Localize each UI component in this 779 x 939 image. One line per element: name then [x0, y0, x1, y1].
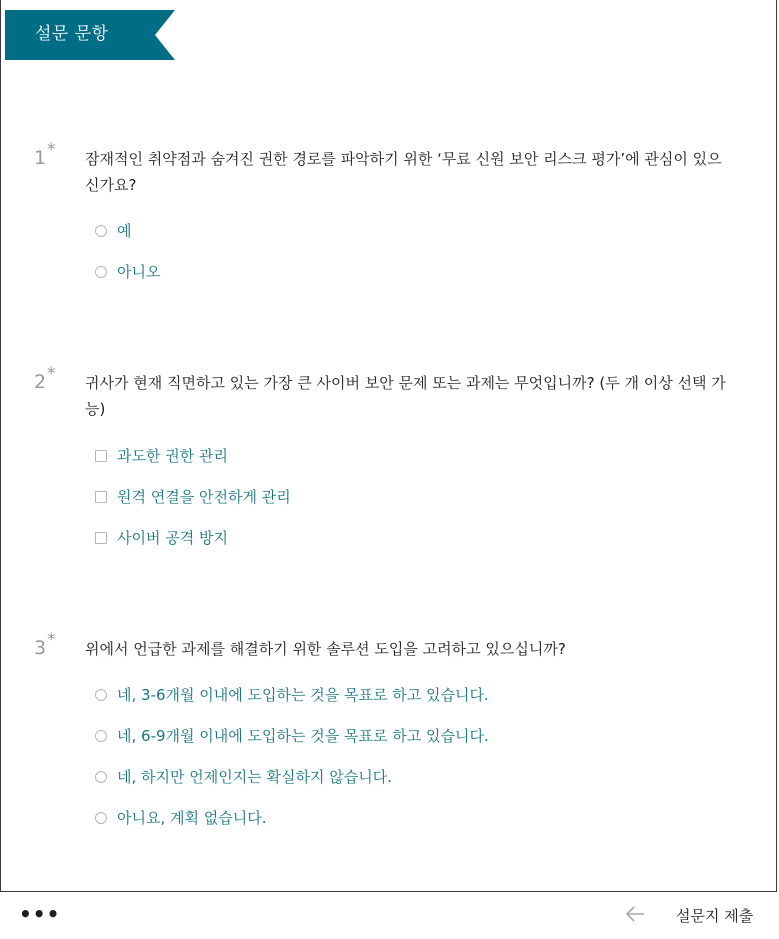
radio-button[interactable] [95, 225, 107, 237]
radio-option-yes[interactable] [95, 221, 160, 262]
required-mark: * [47, 140, 56, 160]
radio-button[interactable] [95, 730, 107, 742]
option-label: 네, 하지만 언제인지는 확실하지 않습니다. [117, 768, 392, 786]
section-title: 설문 문항 [35, 24, 109, 44]
radio-button[interactable] [95, 266, 107, 278]
question-number: 3 [34, 637, 47, 659]
question-number: 2 [34, 371, 47, 393]
option-label: 네, 3-6개월 이내에 도입하는 것을 목표로 하고 있습니다. [117, 686, 489, 704]
options-list [95, 221, 160, 303]
radio-option-no[interactable] [95, 262, 160, 303]
option-label: 원격 연결을 안전하게 관리 [117, 488, 291, 506]
radio-button[interactable] [95, 812, 107, 824]
option-label: 예 [117, 222, 132, 240]
radio-option-unsure[interactable] [95, 767, 489, 808]
radio-button[interactable] [95, 771, 107, 783]
options-list [95, 685, 489, 849]
checkbox[interactable] [95, 491, 107, 503]
checkbox[interactable] [95, 450, 107, 462]
footer-bar [0, 892, 779, 939]
question-text: 잠재적인 취약점과 숨겨진 권한 경로를 파악하기 위한 ‘무료 신원 보안 리스크 평가’에 관심이 있으신가요? [85, 150, 722, 194]
radio-option-6-9-months[interactable] [95, 726, 489, 767]
required-mark: * [47, 364, 56, 384]
options-list [95, 446, 291, 569]
required-mark: * [47, 630, 56, 650]
option-label: 과도한 권한 관리 [117, 447, 228, 465]
checkbox[interactable] [95, 532, 107, 544]
arrow-left-icon[interactable] [625, 906, 645, 922]
section-ribbon [5, 10, 175, 60]
submit-survey-button[interactable]: 설문지 제출 [676, 907, 754, 925]
radio-option-3-6-months[interactable] [95, 685, 489, 726]
checkbox-option-cyberattack-prevention[interactable] [95, 528, 291, 569]
question-number: 1 [34, 147, 47, 169]
question-text: 위에서 언급한 과제를 해결하기 위한 솔루션 도입을 고려하고 있으십니까? [85, 640, 566, 658]
option-label: 아니요, 계획 없습니다. [117, 809, 267, 827]
radio-option-no-plan[interactable] [95, 808, 489, 849]
checkbox-option-remote-access[interactable] [95, 487, 291, 528]
radio-button[interactable] [95, 689, 107, 701]
question-text: 귀사가 현재 직면하고 있는 가장 큰 사이버 보안 문제 또는 과제는 무엇입니까? (두 개 이상 선택 가능) [85, 374, 726, 418]
option-label: 네, 6-9개월 이내에 도입하는 것을 목표로 하고 있습니다. [117, 727, 489, 745]
checkbox-option-privilege-management[interactable] [95, 446, 291, 487]
option-label: 아니오 [117, 263, 161, 281]
more-options-button[interactable]: ••• [19, 902, 61, 926]
option-label: 사이버 공격 방지 [117, 529, 228, 547]
